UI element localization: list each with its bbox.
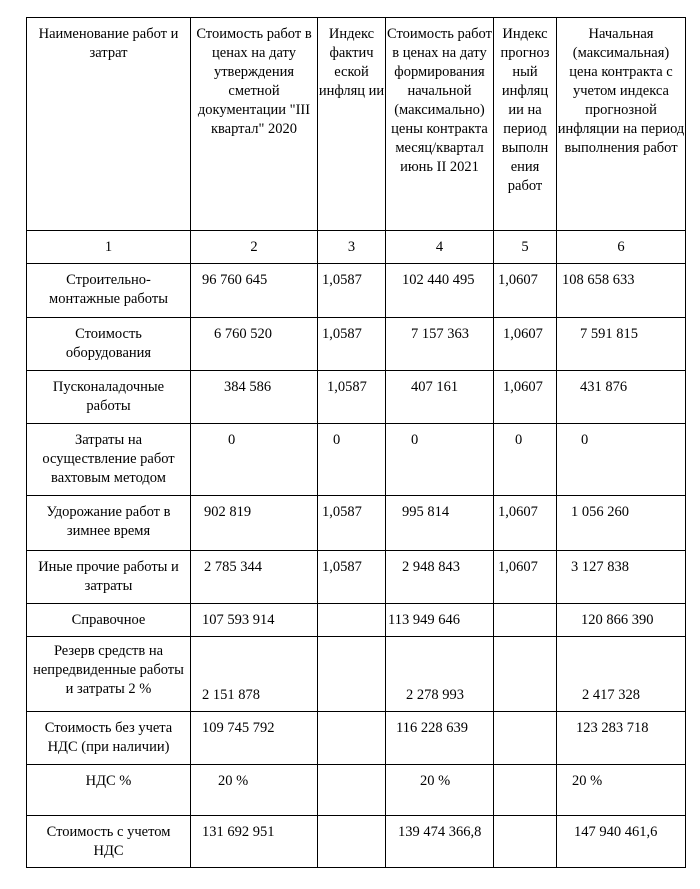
cell-cost-current: 102 440 495: [386, 264, 494, 318]
table-row: [27, 637, 686, 712]
cell-forecast-index: 1,0607: [494, 496, 557, 551]
column-number: 1: [27, 231, 191, 264]
cell-actual-index: 1,0587: [318, 371, 386, 424]
cell-forecast-index: 1,0607: [494, 551, 557, 604]
cell-actual-index: 1,0587: [318, 551, 386, 604]
cell-actual-index: [318, 816, 386, 868]
row-label: Пусконаладочные работы: [27, 371, 191, 424]
cell-forecast-index: [494, 637, 557, 712]
row-label: Стоимость с учетом НДС: [27, 816, 191, 868]
header-name: Наименование работ и затрат: [27, 18, 191, 231]
cell-cost-base: 107 593 914: [191, 604, 318, 637]
cell-cost-base: 384 586: [191, 371, 318, 424]
table-row: [27, 765, 686, 816]
cell-actual-index: 1,0587: [318, 318, 386, 371]
cell-cost-current: 113 949 646: [386, 604, 494, 637]
cell-cost-base: 0: [191, 424, 318, 496]
cell-cost-base: 131 692 951: [191, 816, 318, 868]
row-label: Иные прочие работы и затраты: [27, 551, 191, 604]
row-label: Стоимость без учета НДС (при наличии): [27, 712, 191, 765]
header-initial-price: Начальная (максимальная) цена контракта с учетом индекса прогнозной инфляции на период выполнения работ: [557, 18, 686, 231]
cell-cost-base: 20 %: [191, 765, 318, 816]
table-row: [27, 604, 686, 637]
column-number: 6: [557, 231, 686, 264]
column-number: 2: [191, 231, 318, 264]
cell-cost-current: 20 %: [386, 765, 494, 816]
cell-actual-index: 0: [318, 424, 386, 496]
table-row: [27, 496, 686, 551]
cell-forecast-index: 1,0607: [494, 371, 557, 424]
table-row: [27, 424, 686, 496]
row-label: Стоимость оборудования: [27, 318, 191, 371]
table-row: [27, 816, 686, 868]
header-forecast-index: Индекс прогноз ный инфляц ии на период выполн ения работ: [494, 18, 557, 231]
row-label: Справочное: [27, 604, 191, 637]
cell-cost-current: 0: [386, 424, 494, 496]
header-row: [27, 18, 686, 231]
cell-cost-current: 407 161: [386, 371, 494, 424]
header-cost-base: Стоимость работ в ценах на дату утверждения сметной документации "III квартал" 2020: [191, 18, 318, 231]
cell-forecast-index: 0: [494, 424, 557, 496]
header-cost-current: Стоимость работ в ценах на дату формирования начальной (максимально) цены контракта месяц/квартал июнь II 2021: [386, 18, 494, 231]
table-row: [27, 264, 686, 318]
cell-initial-price: 3 127 838: [557, 551, 686, 604]
cell-actual-index: 1,0587: [318, 264, 386, 318]
cell-actual-index: [318, 765, 386, 816]
cell-forecast-index: [494, 604, 557, 637]
cell-forecast-index: [494, 816, 557, 868]
column-number-row: [27, 231, 686, 264]
table-row: [27, 712, 686, 765]
row-label: Затраты на осуществление работ вахтовым методом: [27, 424, 191, 496]
row-label: НДС %: [27, 765, 191, 816]
cell-forecast-index: 1,0607: [494, 264, 557, 318]
cell-initial-price: 431 876: [557, 371, 686, 424]
cell-initial-price: 1 056 260: [557, 496, 686, 551]
table-row: [27, 551, 686, 604]
cell-cost-current: 139 474 366,8: [386, 816, 494, 868]
cell-initial-price: 147 940 461,6: [557, 816, 686, 868]
cell-cost-current: 2 278 993: [386, 637, 494, 712]
cell-initial-price: 108 658 633: [557, 264, 686, 318]
cell-actual-index: [318, 637, 386, 712]
table-row: [27, 318, 686, 371]
row-label: Удорожание работ в зимнее время: [27, 496, 191, 551]
header-actual-index: Индекс фактич еской инфляц ии: [318, 18, 386, 231]
cell-cost-current: 995 814: [386, 496, 494, 551]
cell-cost-base: 96 760 645: [191, 264, 318, 318]
row-label: Строительно-монтажные работы: [27, 264, 191, 318]
cell-initial-price: 2 417 328: [557, 637, 686, 712]
cell-initial-price: 20 %: [557, 765, 686, 816]
cell-cost-base: 109 745 792: [191, 712, 318, 765]
cell-cost-base: 902 819: [191, 496, 318, 551]
cell-initial-price: 7 591 815: [557, 318, 686, 371]
cell-forecast-index: [494, 712, 557, 765]
column-number: 5: [494, 231, 557, 264]
column-number: 4: [386, 231, 494, 264]
column-number: 3: [318, 231, 386, 264]
cell-cost-current: 116 228 639: [386, 712, 494, 765]
cell-initial-price: 120 866 390: [557, 604, 686, 637]
table-row: [27, 371, 686, 424]
cell-initial-price: 123 283 718: [557, 712, 686, 765]
cell-cost-base: 2 785 344: [191, 551, 318, 604]
row-label: Резерв средств на непредвиденные работы и затраты 2 %: [27, 637, 191, 712]
cost-table: [26, 17, 686, 868]
cell-forecast-index: [494, 765, 557, 816]
cell-actual-index: 1,0587: [318, 496, 386, 551]
cell-cost-base: 6 760 520: [191, 318, 318, 371]
cell-initial-price: 0: [557, 424, 686, 496]
cell-actual-index: [318, 712, 386, 765]
cell-cost-current: 7 157 363: [386, 318, 494, 371]
cell-cost-base: 2 151 878: [191, 637, 318, 712]
cell-actual-index: [318, 604, 386, 637]
cell-cost-current: 2 948 843: [386, 551, 494, 604]
cell-forecast-index: 1,0607: [494, 318, 557, 371]
